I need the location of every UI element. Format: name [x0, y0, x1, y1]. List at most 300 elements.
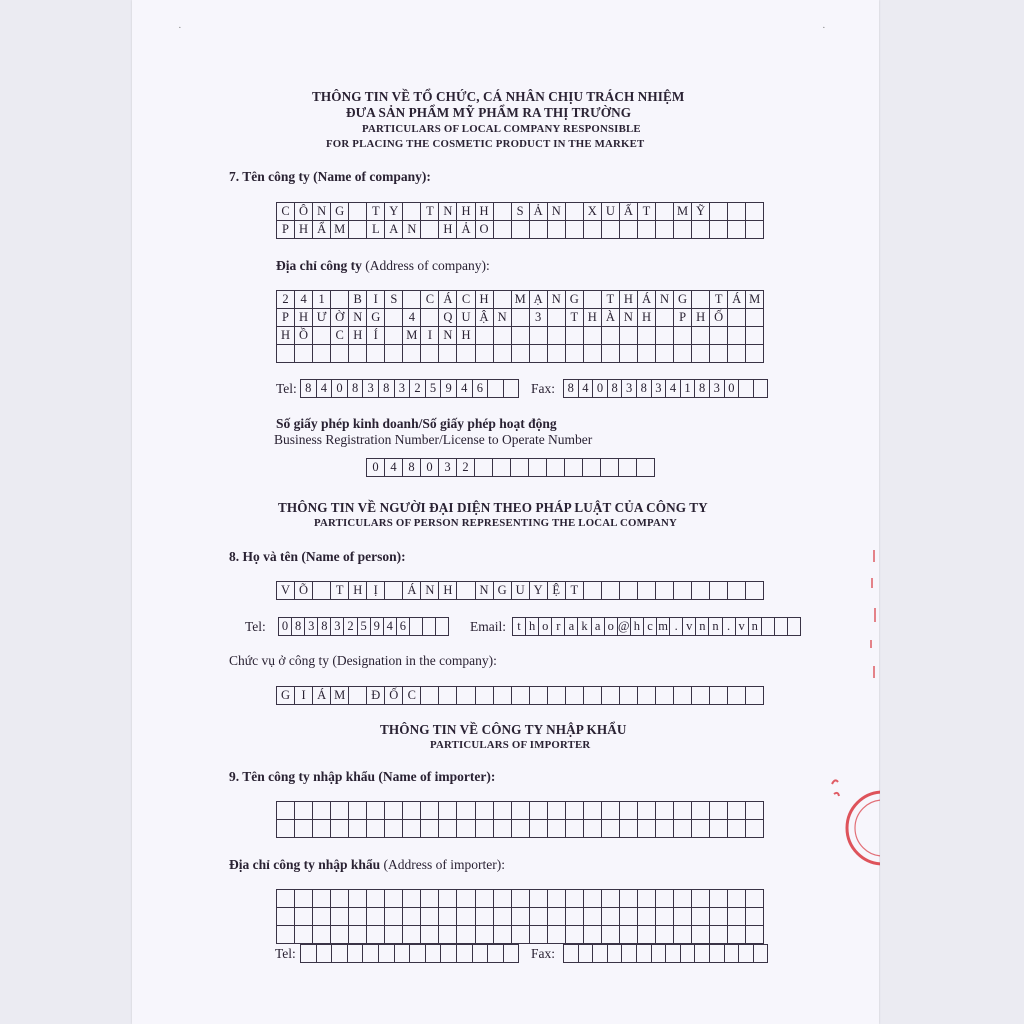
char-box[interactable]: [295, 908, 313, 926]
char-box[interactable]: [638, 820, 656, 838]
char-box[interactable]: [277, 820, 295, 838]
char-box[interactable]: [566, 926, 584, 944]
char-box[interactable]: [728, 687, 746, 705]
char-box[interactable]: [620, 345, 638, 363]
char-box[interactable]: [410, 618, 423, 636]
char-box[interactable]: N: [548, 291, 566, 309]
char-box[interactable]: [426, 945, 442, 963]
char-box[interactable]: [313, 345, 331, 363]
company-address-grid[interactable]: [276, 290, 764, 363]
char-box[interactable]: [637, 945, 652, 963]
char-box[interactable]: [313, 582, 331, 600]
char-box[interactable]: [277, 890, 295, 908]
char-box[interactable]: [349, 926, 367, 944]
char-box[interactable]: [622, 945, 637, 963]
char-box[interactable]: 4: [666, 380, 681, 398]
char-box[interactable]: [638, 221, 656, 239]
char-box[interactable]: t: [513, 618, 526, 636]
char-box[interactable]: N: [476, 582, 494, 600]
char-box[interactable]: [295, 345, 313, 363]
char-box[interactable]: [295, 820, 313, 838]
company-fax-grid[interactable]: [563, 379, 768, 398]
char-box[interactable]: [692, 345, 710, 363]
char-box[interactable]: [548, 890, 566, 908]
char-box[interactable]: 8: [637, 380, 652, 398]
char-box[interactable]: n: [709, 618, 722, 636]
char-box[interactable]: [476, 890, 494, 908]
person-email-grid[interactable]: [512, 617, 801, 636]
char-box[interactable]: [775, 618, 788, 636]
char-box[interactable]: [457, 345, 475, 363]
importer-address-grid[interactable]: [276, 889, 764, 944]
char-box[interactable]: [674, 221, 692, 239]
char-box[interactable]: [548, 345, 566, 363]
char-box[interactable]: [602, 345, 620, 363]
char-box[interactable]: 8: [695, 380, 710, 398]
char-box[interactable]: [746, 687, 764, 705]
char-box[interactable]: [488, 380, 504, 398]
char-box[interactable]: [710, 203, 728, 221]
char-box[interactable]: [488, 945, 504, 963]
char-box[interactable]: [681, 945, 696, 963]
char-box[interactable]: Q: [439, 309, 457, 327]
char-box[interactable]: [656, 309, 674, 327]
company-name-grid[interactable]: [276, 202, 764, 239]
char-box[interactable]: Á: [313, 687, 331, 705]
char-box[interactable]: [695, 945, 710, 963]
char-box[interactable]: T: [566, 582, 584, 600]
char-box[interactable]: L: [367, 221, 385, 239]
char-box[interactable]: [602, 221, 620, 239]
char-box[interactable]: [583, 459, 601, 477]
char-box[interactable]: 3: [439, 459, 457, 477]
char-box[interactable]: [403, 820, 421, 838]
char-box[interactable]: [457, 687, 475, 705]
char-box[interactable]: C: [421, 291, 439, 309]
char-box[interactable]: [584, 345, 602, 363]
importer-tel-grid[interactable]: [300, 944, 519, 963]
char-box[interactable]: P: [674, 309, 692, 327]
char-box[interactable]: [494, 327, 512, 345]
char-box[interactable]: H: [457, 203, 475, 221]
char-box[interactable]: [494, 820, 512, 838]
char-box[interactable]: Ả: [530, 203, 548, 221]
char-box[interactable]: [602, 582, 620, 600]
char-box[interactable]: [638, 802, 656, 820]
char-box[interactable]: [637, 459, 655, 477]
char-box[interactable]: [421, 309, 439, 327]
char-box[interactable]: [601, 459, 619, 477]
char-box[interactable]: @: [618, 618, 631, 636]
char-box[interactable]: [403, 291, 421, 309]
char-box[interactable]: [529, 459, 547, 477]
char-box[interactable]: 8: [379, 380, 395, 398]
char-box[interactable]: 8: [403, 459, 421, 477]
char-box[interactable]: S: [385, 291, 403, 309]
char-box[interactable]: [530, 221, 548, 239]
char-box[interactable]: [530, 890, 548, 908]
char-box[interactable]: [692, 802, 710, 820]
char-box[interactable]: [367, 802, 385, 820]
char-box[interactable]: [421, 908, 439, 926]
char-box[interactable]: [754, 945, 769, 963]
char-box[interactable]: [403, 926, 421, 944]
company-tel-grid[interactable]: [300, 379, 519, 398]
char-box[interactable]: U: [602, 203, 620, 221]
char-box[interactable]: [512, 820, 530, 838]
char-box[interactable]: [457, 926, 475, 944]
char-box[interactable]: [421, 820, 439, 838]
char-box[interactable]: H: [277, 327, 295, 345]
char-box[interactable]: [512, 309, 530, 327]
char-box[interactable]: [656, 345, 674, 363]
char-box[interactable]: [476, 345, 494, 363]
char-box[interactable]: [710, 802, 728, 820]
char-box[interactable]: [584, 908, 602, 926]
char-box[interactable]: [512, 687, 530, 705]
char-box[interactable]: [436, 618, 449, 636]
char-box[interactable]: [620, 327, 638, 345]
char-box[interactable]: [548, 908, 566, 926]
char-box[interactable]: [494, 802, 512, 820]
char-box[interactable]: [295, 802, 313, 820]
char-box[interactable]: [494, 345, 512, 363]
char-box[interactable]: [439, 345, 457, 363]
char-box[interactable]: [493, 459, 511, 477]
char-box[interactable]: n: [696, 618, 709, 636]
char-box[interactable]: [439, 926, 457, 944]
char-box[interactable]: 8: [301, 380, 317, 398]
char-box[interactable]: [728, 327, 746, 345]
char-box[interactable]: [421, 890, 439, 908]
char-box[interactable]: [656, 802, 674, 820]
char-box[interactable]: [457, 802, 475, 820]
char-box[interactable]: [710, 687, 728, 705]
char-box[interactable]: Õ: [295, 582, 313, 600]
char-box[interactable]: [602, 926, 620, 944]
char-box[interactable]: 3: [363, 380, 379, 398]
char-box[interactable]: [746, 802, 764, 820]
char-box[interactable]: [511, 459, 529, 477]
char-box[interactable]: [349, 802, 367, 820]
char-box[interactable]: Ờ: [331, 309, 349, 327]
char-box[interactable]: N: [439, 203, 457, 221]
char-box[interactable]: v: [736, 618, 749, 636]
char-box[interactable]: B: [349, 291, 367, 309]
char-box[interactable]: [530, 687, 548, 705]
char-box[interactable]: H: [476, 291, 494, 309]
char-box[interactable]: [620, 687, 638, 705]
char-box[interactable]: 8: [292, 618, 305, 636]
char-box[interactable]: Ô: [295, 203, 313, 221]
char-box[interactable]: [476, 926, 494, 944]
char-box[interactable]: U: [457, 309, 475, 327]
char-box[interactable]: [313, 926, 331, 944]
char-box[interactable]: 3: [331, 618, 344, 636]
char-box[interactable]: [788, 618, 801, 636]
char-box[interactable]: [584, 291, 602, 309]
char-box[interactable]: [331, 926, 349, 944]
char-box[interactable]: T: [331, 582, 349, 600]
char-box[interactable]: 3: [395, 380, 411, 398]
char-box[interactable]: [656, 687, 674, 705]
char-box[interactable]: 9: [441, 380, 457, 398]
char-box[interactable]: [367, 345, 385, 363]
char-box[interactable]: [746, 582, 764, 600]
char-box[interactable]: [548, 309, 566, 327]
char-box[interactable]: o: [539, 618, 552, 636]
char-box[interactable]: [656, 926, 674, 944]
char-box[interactable]: H: [620, 291, 638, 309]
char-box[interactable]: X: [584, 203, 602, 221]
char-box[interactable]: M: [403, 327, 421, 345]
char-box[interactable]: H: [295, 221, 313, 239]
char-box[interactable]: [656, 820, 674, 838]
char-box[interactable]: 4: [403, 309, 421, 327]
char-box[interactable]: [385, 820, 403, 838]
char-box[interactable]: [313, 890, 331, 908]
char-box[interactable]: [566, 203, 584, 221]
char-box[interactable]: [674, 582, 692, 600]
char-box[interactable]: [674, 820, 692, 838]
char-box[interactable]: 3: [710, 380, 725, 398]
importer-name-grid[interactable]: [276, 801, 764, 838]
char-box[interactable]: 8: [564, 380, 579, 398]
char-box[interactable]: [331, 820, 349, 838]
char-box[interactable]: [754, 380, 769, 398]
char-box[interactable]: [566, 327, 584, 345]
person-tel-grid[interactable]: [278, 617, 449, 636]
char-box[interactable]: [457, 820, 475, 838]
char-box[interactable]: [331, 802, 349, 820]
char-box[interactable]: [457, 908, 475, 926]
char-box[interactable]: [548, 820, 566, 838]
char-box[interactable]: N: [313, 203, 331, 221]
char-box[interactable]: [494, 890, 512, 908]
char-box[interactable]: [423, 618, 436, 636]
char-box[interactable]: [403, 345, 421, 363]
char-box[interactable]: [548, 802, 566, 820]
char-box[interactable]: [403, 890, 421, 908]
char-box[interactable]: P: [277, 309, 295, 327]
char-box[interactable]: [385, 345, 403, 363]
char-box[interactable]: [620, 802, 638, 820]
char-box[interactable]: 4: [579, 380, 594, 398]
char-box[interactable]: [638, 345, 656, 363]
char-box[interactable]: [728, 203, 746, 221]
char-box[interactable]: N: [620, 309, 638, 327]
char-box[interactable]: [363, 945, 379, 963]
char-box[interactable]: 5: [358, 618, 371, 636]
char-box[interactable]: Ả: [457, 221, 475, 239]
char-box[interactable]: [385, 926, 403, 944]
char-box[interactable]: [652, 945, 667, 963]
char-box[interactable]: 6: [473, 380, 489, 398]
char-box[interactable]: Ạ: [530, 291, 548, 309]
char-box[interactable]: [566, 820, 584, 838]
char-box[interactable]: [638, 890, 656, 908]
importer-fax-grid[interactable]: [563, 944, 768, 963]
char-box[interactable]: [565, 459, 583, 477]
char-box[interactable]: [728, 582, 746, 600]
char-box[interactable]: [746, 309, 764, 327]
char-box[interactable]: [395, 945, 411, 963]
char-box[interactable]: 3: [652, 380, 667, 398]
char-box[interactable]: [608, 945, 623, 963]
char-box[interactable]: [512, 926, 530, 944]
char-box[interactable]: 8: [608, 380, 623, 398]
char-box[interactable]: [512, 345, 530, 363]
char-box[interactable]: 4: [295, 291, 313, 309]
char-box[interactable]: Đ: [367, 687, 385, 705]
char-box[interactable]: [566, 687, 584, 705]
char-box[interactable]: Ố: [710, 309, 728, 327]
char-box[interactable]: H: [638, 309, 656, 327]
char-box[interactable]: .: [670, 618, 683, 636]
char-box[interactable]: 0: [593, 380, 608, 398]
char-box[interactable]: [367, 908, 385, 926]
char-box[interactable]: M: [746, 291, 764, 309]
char-box[interactable]: [584, 221, 602, 239]
char-box[interactable]: [385, 890, 403, 908]
char-box[interactable]: G: [331, 203, 349, 221]
char-box[interactable]: [530, 345, 548, 363]
char-box[interactable]: Ệ: [548, 582, 566, 600]
char-box[interactable]: [584, 582, 602, 600]
char-box[interactable]: N: [656, 291, 674, 309]
char-box[interactable]: [656, 203, 674, 221]
char-box[interactable]: [584, 890, 602, 908]
char-box[interactable]: [620, 890, 638, 908]
char-box[interactable]: [313, 327, 331, 345]
char-box[interactable]: [602, 687, 620, 705]
char-box[interactable]: Ỹ: [692, 203, 710, 221]
char-box[interactable]: N: [349, 309, 367, 327]
char-box[interactable]: .: [723, 618, 736, 636]
char-box[interactable]: G: [277, 687, 295, 705]
char-box[interactable]: [710, 890, 728, 908]
person-name-grid[interactable]: [276, 581, 764, 600]
char-box[interactable]: 2: [344, 618, 357, 636]
char-box[interactable]: [656, 221, 674, 239]
char-box[interactable]: [349, 203, 367, 221]
char-box[interactable]: Y: [530, 582, 548, 600]
char-box[interactable]: H: [692, 309, 710, 327]
char-box[interactable]: [728, 820, 746, 838]
char-box[interactable]: [385, 802, 403, 820]
char-box[interactable]: [473, 945, 489, 963]
char-box[interactable]: [692, 291, 710, 309]
char-box[interactable]: M: [674, 203, 692, 221]
char-box[interactable]: [331, 890, 349, 908]
char-box[interactable]: 3: [305, 618, 318, 636]
char-box[interactable]: [457, 945, 473, 963]
char-box[interactable]: T: [421, 203, 439, 221]
char-box[interactable]: H: [349, 582, 367, 600]
char-box[interactable]: [710, 582, 728, 600]
char-box[interactable]: [746, 327, 764, 345]
char-box[interactable]: [349, 345, 367, 363]
char-box[interactable]: H: [476, 203, 494, 221]
char-box[interactable]: [295, 926, 313, 944]
char-box[interactable]: [728, 221, 746, 239]
char-box[interactable]: [584, 802, 602, 820]
char-box[interactable]: Ậ: [476, 309, 494, 327]
char-box[interactable]: [512, 890, 530, 908]
char-box[interactable]: [504, 380, 520, 398]
char-box[interactable]: Ẩ: [313, 221, 331, 239]
char-box[interactable]: 2: [277, 291, 295, 309]
char-box[interactable]: 0: [725, 380, 740, 398]
char-box[interactable]: S: [512, 203, 530, 221]
char-box[interactable]: [584, 820, 602, 838]
char-box[interactable]: N: [421, 582, 439, 600]
char-box[interactable]: C: [403, 687, 421, 705]
char-box[interactable]: [548, 926, 566, 944]
char-box[interactable]: [602, 327, 620, 345]
char-box[interactable]: [656, 890, 674, 908]
char-box[interactable]: N: [548, 203, 566, 221]
char-box[interactable]: [439, 802, 457, 820]
char-box[interactable]: [566, 802, 584, 820]
char-box[interactable]: [530, 908, 548, 926]
char-box[interactable]: [530, 926, 548, 944]
char-box[interactable]: 0: [279, 618, 292, 636]
char-box[interactable]: [331, 345, 349, 363]
char-box[interactable]: [692, 820, 710, 838]
char-box[interactable]: H: [349, 327, 367, 345]
char-box[interactable]: [710, 945, 725, 963]
char-box[interactable]: [349, 687, 367, 705]
char-box[interactable]: v: [683, 618, 696, 636]
char-box[interactable]: [602, 820, 620, 838]
char-box[interactable]: [692, 908, 710, 926]
char-box[interactable]: [439, 820, 457, 838]
char-box[interactable]: H: [439, 582, 457, 600]
char-box[interactable]: H: [439, 221, 457, 239]
char-box[interactable]: [728, 345, 746, 363]
char-box[interactable]: 3: [530, 309, 548, 327]
char-box[interactable]: T: [638, 203, 656, 221]
char-box[interactable]: M: [331, 687, 349, 705]
char-box[interactable]: [349, 221, 367, 239]
char-box[interactable]: 0: [421, 459, 439, 477]
char-box[interactable]: 0: [367, 459, 385, 477]
char-box[interactable]: Ấ: [620, 203, 638, 221]
char-box[interactable]: [403, 908, 421, 926]
char-box[interactable]: Ư: [313, 309, 331, 327]
char-box[interactable]: C: [331, 327, 349, 345]
char-box[interactable]: [710, 908, 728, 926]
char-box[interactable]: [548, 687, 566, 705]
char-box[interactable]: [739, 945, 754, 963]
char-box[interactable]: [579, 945, 594, 963]
char-box[interactable]: T: [710, 291, 728, 309]
char-box[interactable]: Y: [385, 203, 403, 221]
char-box[interactable]: [584, 327, 602, 345]
char-box[interactable]: [638, 582, 656, 600]
char-box[interactable]: [602, 802, 620, 820]
char-box[interactable]: C: [457, 291, 475, 309]
char-box[interactable]: [566, 221, 584, 239]
char-box[interactable]: Á: [728, 291, 746, 309]
char-box[interactable]: [656, 908, 674, 926]
char-box[interactable]: [512, 908, 530, 926]
char-box[interactable]: [277, 802, 295, 820]
char-box[interactable]: M: [512, 291, 530, 309]
char-box[interactable]: [725, 945, 740, 963]
char-box[interactable]: 4: [384, 618, 397, 636]
